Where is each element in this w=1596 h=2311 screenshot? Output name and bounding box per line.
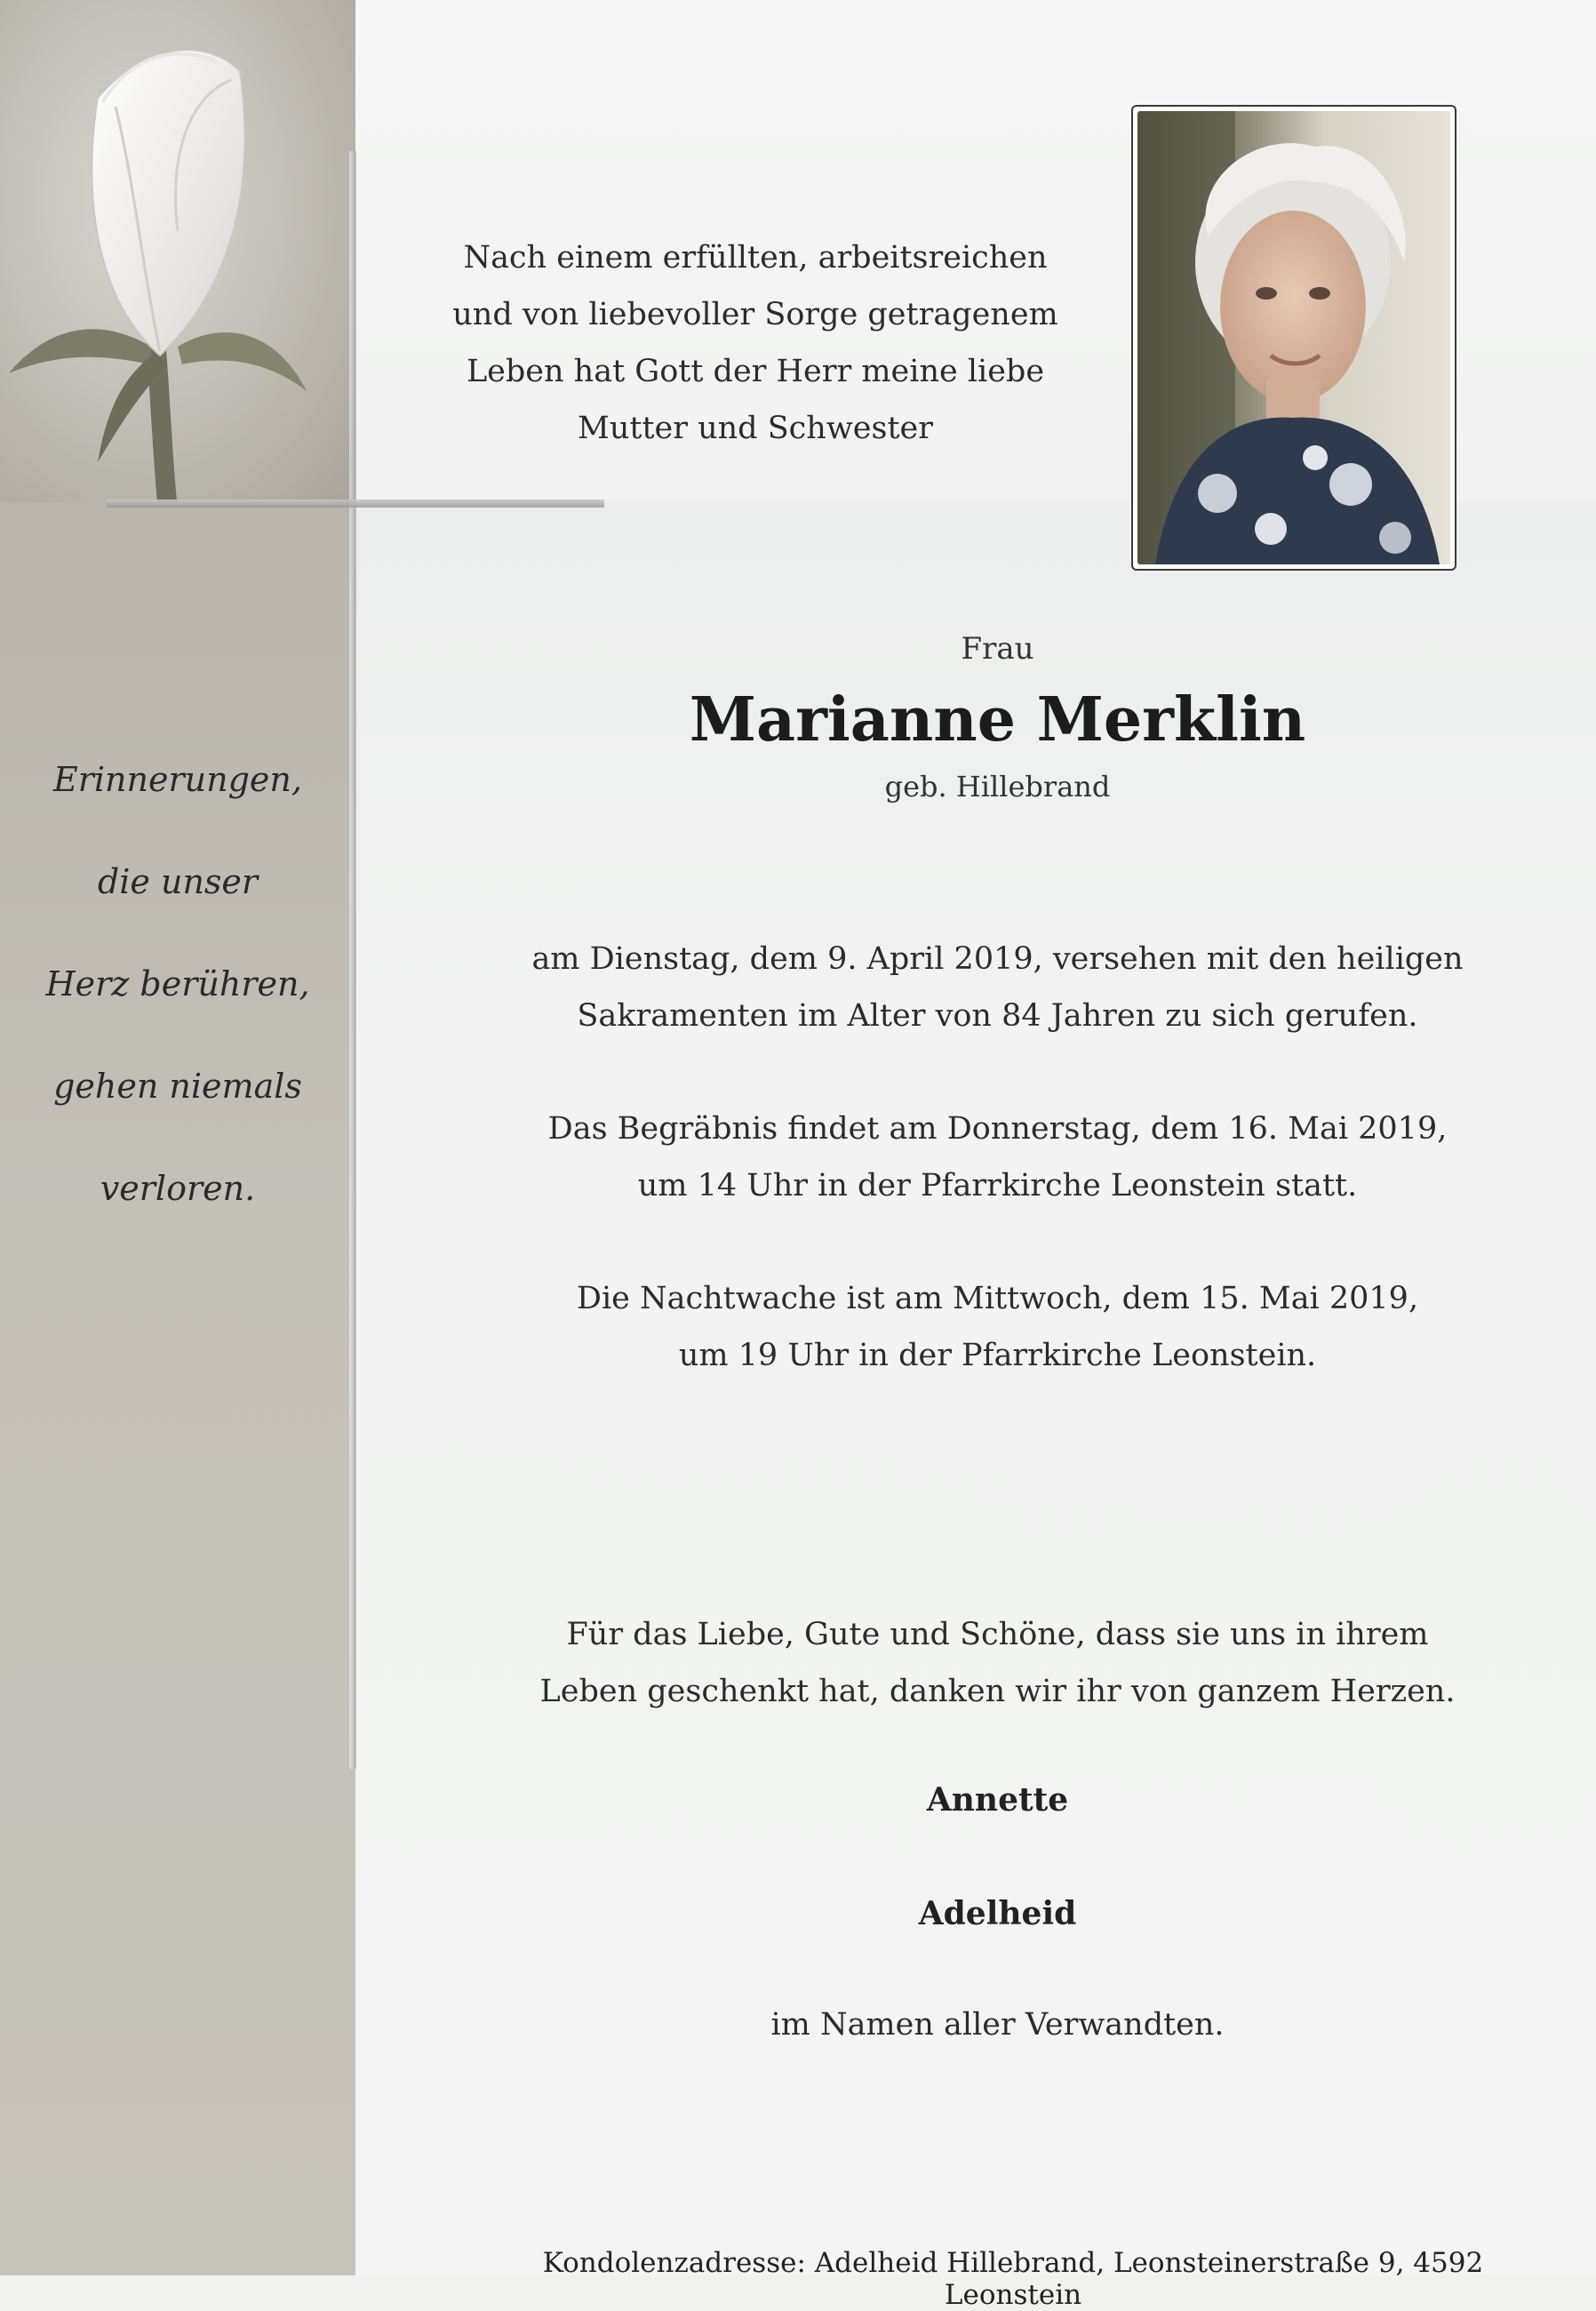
poem-line: gehen niemals (53, 1067, 302, 1106)
rose-icon (0, 0, 355, 502)
text-line: um 19 Uhr in der Pfarrkirche Leonstein. (678, 1338, 1317, 1373)
birth-name: geb. Hillebrand (884, 770, 1111, 804)
intro-line: Leben hat Gott der Herr meine liebe (466, 354, 1045, 389)
rose-image (0, 0, 355, 502)
poem-line: die unser (97, 862, 259, 901)
intro-line: Mutter und Schwester (578, 411, 933, 446)
signature-annette: Annette (926, 1781, 1069, 1819)
intro-line: Nach einem erfüllten, arbeitsreichen (463, 240, 1048, 276)
text-line: Die Nachtwache ist am Mittwoch, dem 15. Mai 2019, (576, 1281, 1419, 1316)
poem-line: verloren. (100, 1169, 256, 1208)
text-line: Das Begräbnis findet am Donnerstag, dem 16. Mai 2019, (547, 1111, 1448, 1147)
thanks-text (444, 1606, 1551, 1720)
portrait-photo (1131, 105, 1456, 571)
death-notice (444, 931, 1551, 1044)
condolence-address: Kondolenzadresse: Adelheid Hillebrand, Leonsteinerstraße 9, 4592 Leonstein (542, 2247, 1484, 2311)
intro-text (444, 229, 1066, 457)
text-line: Leben geschenkt hat, danken wir ihr von ganzem Herzen. (539, 1674, 1456, 1709)
text-line: um 14 Uhr in der Pfarrkirche Leonstein statt. (637, 1168, 1358, 1203)
closing-line: im Namen aller Verwandten. (770, 2007, 1225, 2043)
salutation: Frau (961, 631, 1034, 667)
portrait-icon (1137, 111, 1450, 564)
cross-horizontal-bar (107, 500, 604, 508)
intro-line: und von liebevoller Sorge getragenem (452, 297, 1058, 332)
signature-adelheid: Adelheid (918, 1895, 1077, 1932)
sidebar-poem (0, 729, 355, 1240)
text-line: Für das Liebe, Gute und Schöne, dass sie uns in ihrem (566, 1617, 1429, 1652)
vigil-notice (444, 1270, 1551, 1384)
text-line: am Dienstag, dem 9. April 2019, versehen mit den heiligen (531, 941, 1464, 977)
poem-line: Erinnerungen, (53, 760, 302, 799)
text-line: Sakramenten im Alter von 84 Jahren zu sich gerufen. (577, 998, 1418, 1034)
funeral-notice (444, 1100, 1551, 1214)
poem-line: Herz berühren, (45, 964, 310, 1004)
deceased-name: Marianne Merklin (689, 684, 1306, 756)
